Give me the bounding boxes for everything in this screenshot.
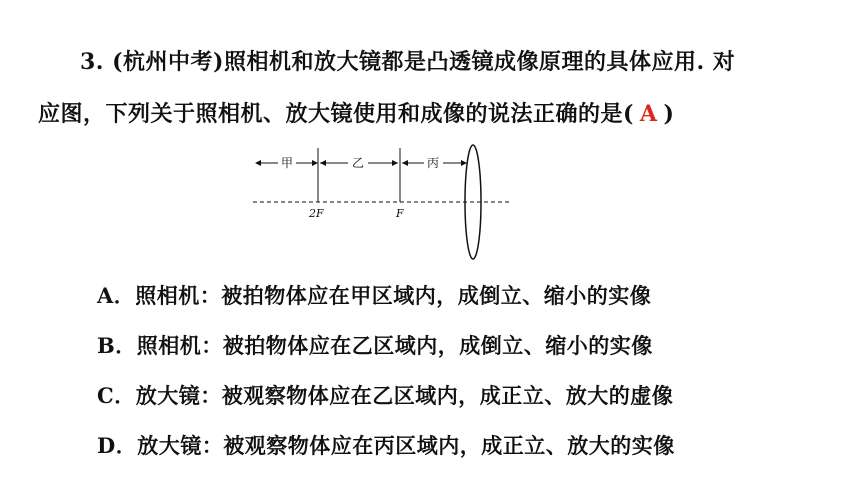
arrowhead-icon (320, 160, 326, 166)
option-b: B．照相机：被拍物体应在乙区域内，成倒立、缩小的实像 (97, 333, 653, 358)
question-line-1: 3. (杭州中考)照相机和放大镜都是凸透镜成像原理的具体应用. 对 (80, 49, 736, 75)
closing-paren: ) (663, 101, 675, 127)
arrowhead-icon (461, 160, 467, 166)
option-d: D．放大镜：被观察物体应在丙区域内，成正立、放大的实像 (97, 433, 675, 458)
region-jia-label: 甲 (281, 156, 294, 170)
mark-f-label: F (396, 207, 404, 220)
arrowhead-icon (402, 160, 408, 166)
arrowhead-icon (312, 160, 318, 166)
option-c: C．放大镜：被观察物体应在乙区域内，成正立、放大的虚像 (97, 383, 674, 408)
region-yi-label: 乙 (352, 156, 365, 170)
arrowhead-icon (255, 160, 261, 166)
arrowhead-icon (392, 160, 398, 166)
region-bing-label: 丙 (427, 156, 440, 170)
answer-text: A (639, 101, 658, 127)
question-stem-text: 应图，下列关于照相机、放大镜使用和成像的说法正确的是( (38, 101, 634, 127)
mark-2f-label: 2F (309, 207, 324, 220)
option-a: A．照相机：被拍物体应在甲区域内，成倒立、缩小的实像 (97, 283, 652, 308)
